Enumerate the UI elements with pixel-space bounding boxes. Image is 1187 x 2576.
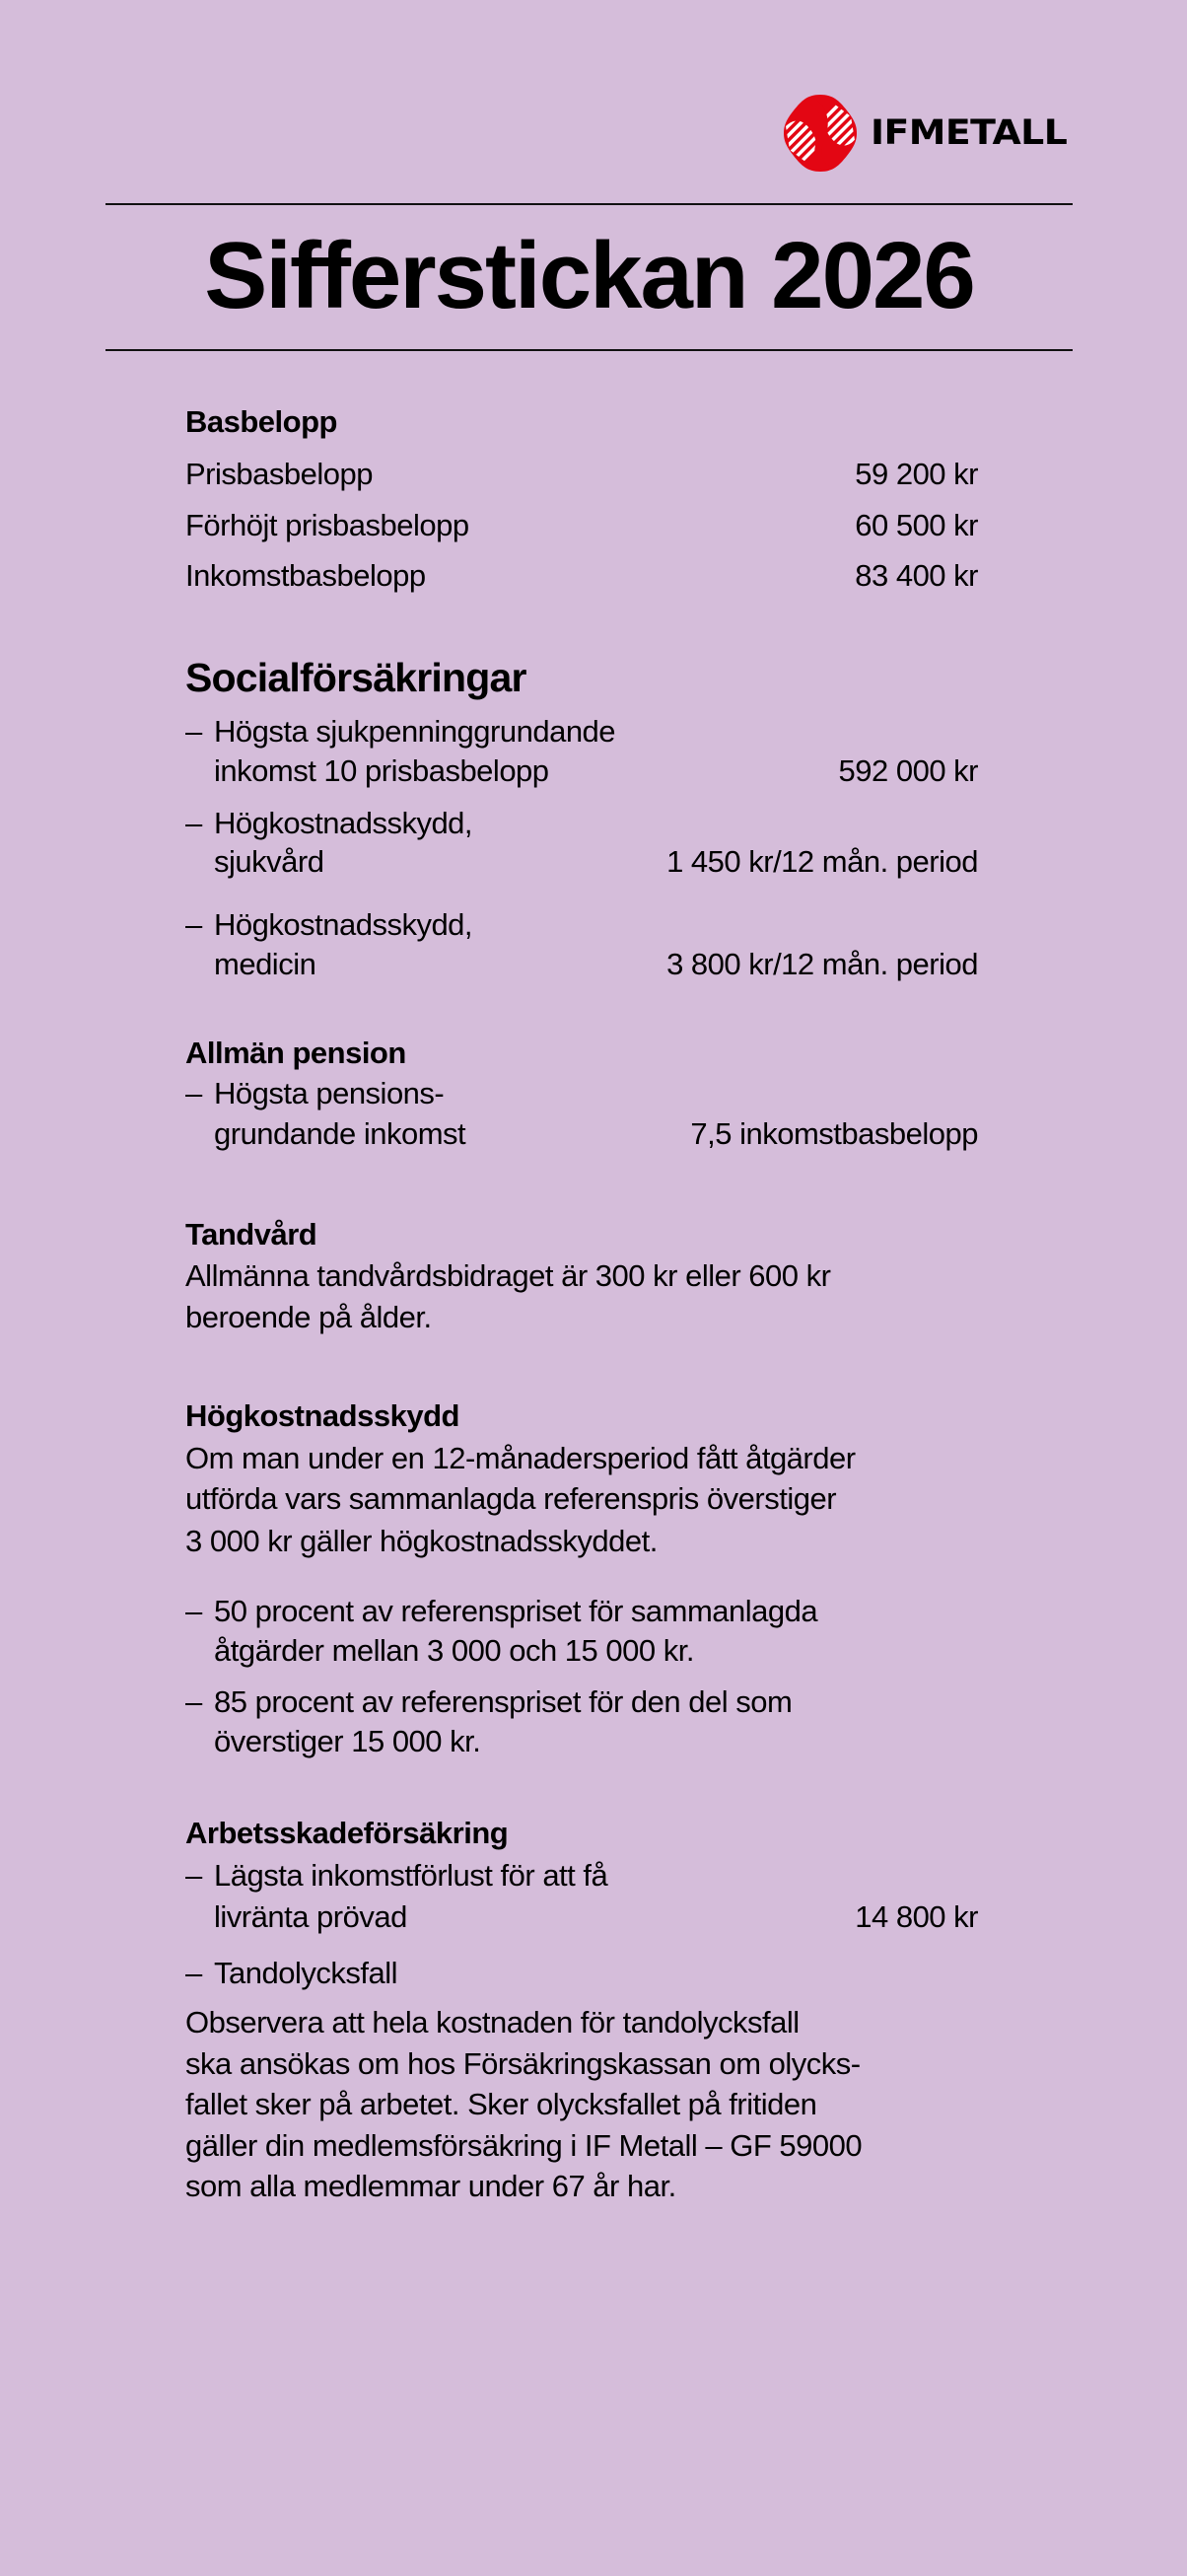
dash: – — [185, 1956, 202, 1990]
item-text: Lägsta inkomstförlust för att få — [214, 1858, 608, 1893]
row-value: 1 450 kr/12 mån. period — [666, 844, 978, 879]
paragraph-line: som alla medlemmar under 67 år har. — [185, 2169, 676, 2203]
row-label: livränta prövad — [214, 1899, 407, 1934]
paragraph-line: Allmänna tandvårdsbidraget är 300 kr eller 600 kr — [185, 1258, 831, 1293]
value-row — [185, 945, 978, 984]
value-row — [185, 506, 978, 545]
list-item-line1 — [185, 1074, 978, 1113]
row-label: sjukvård — [214, 844, 324, 879]
bullet-line1 — [185, 1592, 978, 1631]
section-heading: Högkostnadsskydd — [185, 1398, 459, 1433]
row-label: Inkomstbasbelopp — [185, 558, 426, 593]
value-row — [185, 751, 978, 791]
section-heading: Socialförsäkringar — [185, 655, 526, 700]
note-paragraph — [185, 2002, 978, 2207]
bullet-text: 85 procent av referenspriset för den del som — [214, 1684, 793, 1719]
row-label: medicin — [214, 947, 316, 981]
dash: – — [185, 1858, 202, 1893]
row-value: 60 500 kr — [855, 508, 978, 542]
dash: – — [185, 714, 202, 749]
dash: – — [185, 907, 202, 942]
bullet-line1 — [185, 1682, 978, 1722]
list-item-line1 — [185, 1954, 978, 1993]
section-heading: Tandvård — [185, 1217, 317, 1252]
dash: – — [185, 1076, 202, 1110]
row-label: Förhöjt prisbasbelopp — [185, 508, 469, 542]
row-value: 3 800 kr/12 mån. period — [666, 947, 978, 981]
list-item-line1 — [185, 905, 978, 945]
item-text: Högkostnadsskydd, — [214, 806, 473, 840]
row-value: 14 800 kr — [855, 1899, 978, 1934]
dash: – — [185, 1684, 202, 1719]
paragraph-line: fallet sker på arbetet. Sker olycksfallet på fritiden — [185, 2087, 817, 2121]
row-value: 592 000 kr — [838, 753, 978, 788]
row-label: Prisbasbelopp — [185, 457, 373, 491]
row-value: 59 200 kr — [855, 457, 978, 491]
row-label: inkomst 10 prisbasbelopp — [214, 753, 549, 788]
value-row — [185, 1114, 978, 1154]
row-label: grundande inkomst — [214, 1116, 466, 1151]
page-title: Sifferstickan 2026 — [204, 223, 974, 328]
item-text: Högsta pensions- — [214, 1076, 445, 1110]
row-value: 7,5 inkomstbasbelopp — [690, 1116, 978, 1151]
bullet-text: 50 procent av referenspriset för sammanlagda — [214, 1594, 818, 1628]
value-row — [185, 556, 978, 596]
paragraph-line: Om man under en 12-månadersperiod fått åtgärder — [185, 1441, 856, 1475]
paragraph-line: ska ansökas om hos Försäkringskassan om olycks- — [185, 2045, 861, 2081]
list-item-line1 — [185, 804, 978, 843]
section-heading: Arbetsskadeförsäkring — [185, 1816, 509, 1850]
value-row — [185, 455, 978, 494]
paragraph-line: 3 000 kr gäller högkostnadsskyddet. — [185, 1524, 658, 1558]
dash: – — [185, 1594, 202, 1628]
section-heading: Allmän pension — [185, 1036, 406, 1070]
paragraph-line: utförda vars sammanlagda referenspris överstiger — [185, 1481, 837, 1516]
bullet-line2: överstiger 15 000 kr. — [214, 1724, 481, 1758]
list-item-line1 — [185, 712, 978, 751]
section-heading: Basbelopp — [185, 404, 337, 439]
if-metall-logo — [782, 91, 1068, 176]
row-value: 83 400 kr — [855, 558, 978, 593]
bullet-line2: åtgärder mellan 3 000 och 15 000 kr. — [214, 1633, 694, 1668]
title-top-divider — [105, 203, 1073, 205]
item-text: Högkostnadsskydd, — [214, 907, 473, 942]
value-row — [185, 842, 978, 882]
paragraph-line: beroende på ålder. — [185, 1300, 432, 1334]
brand-name: IFMETALL — [871, 113, 1068, 153]
paragraph-line: gäller din medlemsförsäkring i IF Metall – GF 59000 — [185, 2127, 863, 2163]
item-text: Högsta sjukpenninggrundande — [214, 714, 616, 749]
if-metall-ribbon-logo-icon — [782, 91, 859, 176]
value-row — [185, 1897, 978, 1937]
item-text: Tandolycksfall — [214, 1956, 397, 1990]
dash: – — [185, 806, 202, 840]
title-bottom-divider — [105, 349, 1073, 351]
paragraph-line: Observera att hela kostnaden för tandolycksfall — [185, 2005, 800, 2039]
list-item-line1 — [185, 1856, 978, 1896]
